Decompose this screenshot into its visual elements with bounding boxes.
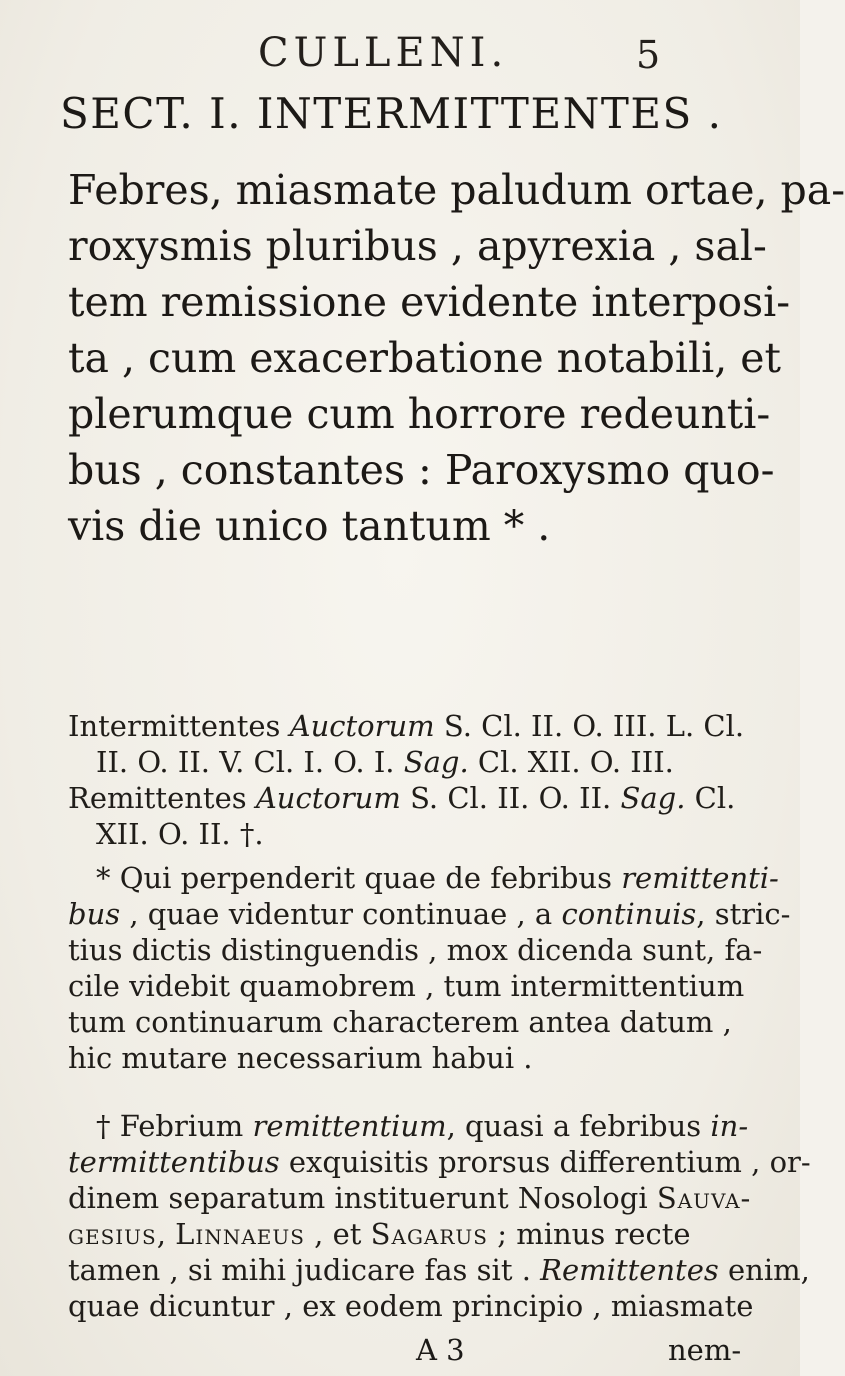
signature-mark: A 3 <box>416 1333 465 1367</box>
paragraph-line: ta , cum exacerbatione notabili, et <box>68 334 782 382</box>
footnote-dagger <box>68 1108 811 1324</box>
paragraph-line: Febres, miasmate paludum ortae, pa- <box>68 166 845 214</box>
ref-text: S. Cl. II. O. III. L. Cl. <box>434 709 745 743</box>
note-text: * Qui perpenderit quae de febribus <box>96 861 622 895</box>
footnote-line <box>68 1144 811 1180</box>
footnote-line: tius dictis distinguendis , mox dicenda sunt, fa- <box>68 933 763 967</box>
main-paragraph <box>68 162 845 554</box>
paragraph-line: bus , constantes : Paroxysmo quo- <box>68 446 775 494</box>
note-text: dinem separatum instituerunt Nosologi <box>68 1181 657 1215</box>
catchword: nem- <box>668 1333 742 1367</box>
note-italic: continuis <box>561 897 697 931</box>
section-title: SECT. I. INTERMITTENTES . <box>60 89 723 138</box>
ref-text: II. O. II. V. Cl. I. O. I. <box>96 745 404 779</box>
footnote-line <box>68 1252 810 1288</box>
paragraph-line: plerumque cum horrore redeunti- <box>68 390 771 438</box>
ref-text: Cl. <box>685 781 736 815</box>
note-text: , <box>156 1217 176 1251</box>
ref-italic: Auctorum <box>289 709 435 743</box>
note-text: ; minus recte <box>488 1217 691 1251</box>
footnote-line: quae dicuntur , ex eodem principio , miasmate <box>68 1289 754 1323</box>
note-text: , quae videntur continuae , a <box>120 897 562 931</box>
note-italic: remittenti- <box>621 861 779 895</box>
author-name: Sauva- <box>656 1181 752 1215</box>
note-text: exquisitis prorsus differentium , or- <box>279 1145 811 1179</box>
footnote-line <box>68 896 791 932</box>
page-header <box>0 28 800 78</box>
footnote-line <box>68 1180 758 1216</box>
note-text: , et <box>304 1217 371 1251</box>
paragraph-line: vis die unico tantum * . <box>68 502 551 550</box>
ref-text: Cl. XII. O. III. <box>468 745 674 779</box>
note-text: tamen , si mihi judicare fas sit . <box>68 1253 541 1287</box>
reference-line <box>68 708 758 744</box>
page-number: 5 <box>636 33 661 77</box>
author-name: Linnaeus <box>175 1217 305 1251</box>
ref-italic: Auctorum <box>255 781 401 815</box>
page-footer <box>68 1332 758 1372</box>
note-italic: Remittentes <box>540 1253 719 1287</box>
note-italic: bus <box>68 897 121 931</box>
footnote-line: tum continuarum characterem antea datum , <box>68 1005 732 1039</box>
running-head: CULLENI. <box>258 30 509 76</box>
note-text: , stric- <box>696 897 791 931</box>
footnote-star <box>68 860 791 1076</box>
author-name: Sagarus <box>370 1217 488 1251</box>
note-text: , quasi a febribus <box>446 1109 711 1143</box>
paragraph-line: roxysmis pluribus , apyrexia , sal- <box>68 222 767 270</box>
ref-text: Intermittentes <box>68 709 290 743</box>
paragraph-line: tem remissione evidente interposi- <box>68 278 791 326</box>
note-italic: termittentibus <box>68 1145 280 1179</box>
ref-italic: Sag. <box>403 745 469 779</box>
ref-italic: Sag. <box>620 781 686 815</box>
note-text: enim, <box>718 1253 810 1287</box>
author-name: gesius <box>68 1217 157 1251</box>
note-italic: remittentium <box>252 1109 447 1143</box>
footnote-line <box>68 860 779 896</box>
note-italic: in- <box>710 1109 749 1143</box>
ref-text: S. Cl. II. O. II. <box>400 781 621 815</box>
footnote-line <box>68 1108 758 1144</box>
ref-text: Remittentes <box>68 781 256 815</box>
footnote-line: cile videbit quamobrem , tum intermittentium <box>68 969 745 1003</box>
reference-line <box>68 780 758 816</box>
reference-line: XII. O. II. †. <box>96 817 264 851</box>
footnote-line <box>68 1216 758 1252</box>
reference-line <box>68 744 758 780</box>
footnote-line: hic mutare necessarium habui . <box>68 1041 533 1075</box>
note-text: † Febrium <box>96 1109 253 1143</box>
references-block <box>68 708 758 852</box>
